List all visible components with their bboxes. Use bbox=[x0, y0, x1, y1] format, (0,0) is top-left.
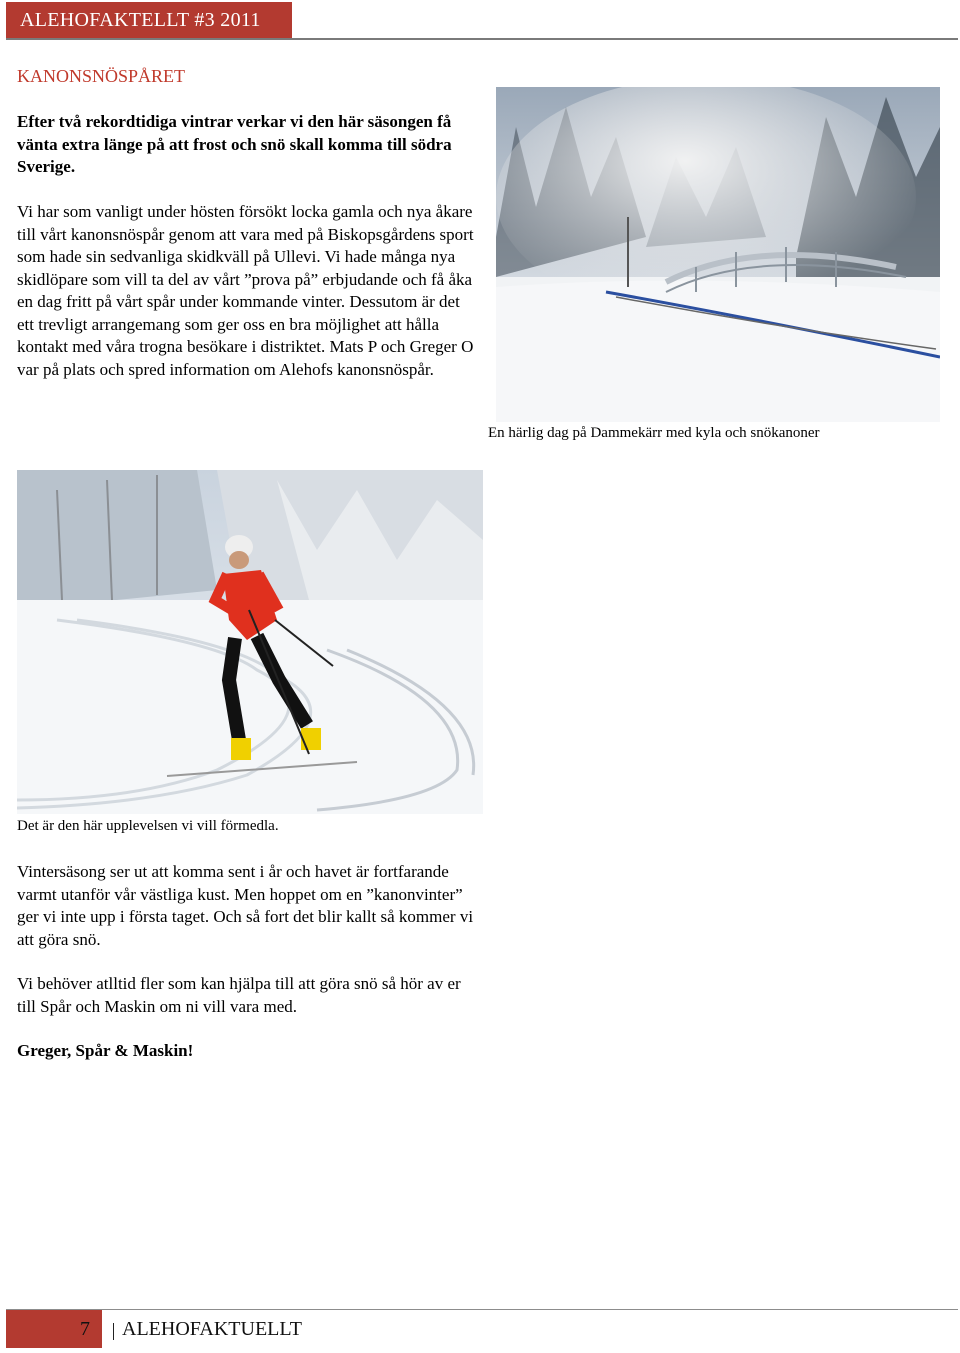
skier-photo bbox=[17, 470, 483, 814]
footer-magazine-title: ALEHOFAKTUELLT bbox=[122, 1318, 302, 1340]
page-number: 7 bbox=[80, 1318, 90, 1340]
header-title-bar bbox=[6, 2, 292, 38]
snow-cannon-photo bbox=[496, 87, 940, 422]
skier-caption: Det är den här upplevelsen vi vill förmedla. bbox=[17, 818, 279, 834]
article-title: KANONSNÖSPÅRET bbox=[17, 66, 186, 86]
header-title: ALEHOFAKTELLT #3 2011 bbox=[20, 9, 261, 31]
header-divider bbox=[6, 38, 958, 40]
article-lead: Efter två rekordtidiga vintrar verkar vi den här säsongen få vänta extra länge på att frost och snö skall komma till södra Sverige. bbox=[17, 112, 452, 176]
article-paragraph-2: Vintersäsong ser ut att komma sent i år och havet är fortfarande varmt utanför vår västliga kust. Men hoppet om en ”kanonvinter” ger vi inte upp i första taget. Och så fort det blir kallt så kommer vi att göra snö. bbox=[17, 862, 474, 949]
snow-cannon-caption: En härlig dag på Dammekärr med kyla och snökanoner bbox=[488, 425, 820, 441]
article-paragraph-1: Vi har som vanligt under hösten försökt locka gamla och nya åkare till vårt kanonsnöspår genom att vara med på Biskopsgårdens sport som hade sin sedvanliga skidkväll på Ullevi. Vi hade många nya skidlöpare som vill ta del av vårt ”prova på” erbjudande och få åka en dag fritt på vårt spår under kommande vinter. Dessutom är det ett trevligt arrangemang som ger oss en bra möjlighet att hålla kontakt med våra trogna besökare i distriktet. Mats P och Greger O var på plats och spred information om Alehofs kanonsnöspår. bbox=[17, 202, 474, 379]
article-paragraph-3: Vi behöver atlltid fler som kan hjälpa till att göra snö så hör av er till Spår och Maskin om ni vill vara med. bbox=[17, 974, 461, 1016]
footer-divider bbox=[6, 1309, 958, 1310]
footer-separator bbox=[113, 1323, 114, 1340]
article-signature: Greger, Spår & Maskin! bbox=[17, 1041, 194, 1060]
